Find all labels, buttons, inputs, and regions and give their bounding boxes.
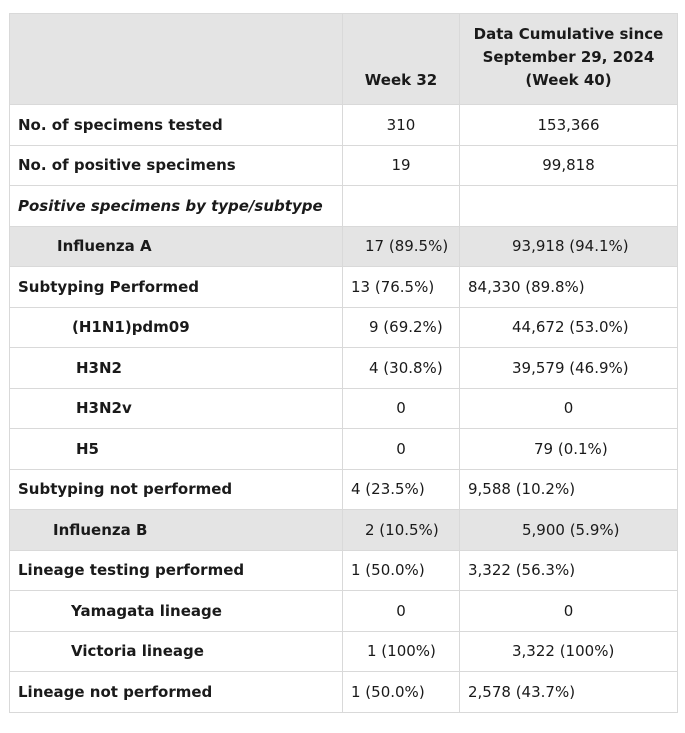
table-row [10, 550, 678, 591]
row-cumulative-value: 3,322 (56.3%) [460, 550, 678, 591]
row-label-subtyping-performed: Subtyping Performed [10, 267, 343, 308]
row-label-h3n2v: H3N2v [10, 388, 343, 429]
row-cumulative-value: 0 [460, 388, 678, 429]
table-row [10, 591, 678, 632]
row-week-value: 310 [343, 105, 460, 146]
table-row [10, 469, 678, 510]
row-week-value: 9 (69.2%) [343, 307, 460, 348]
table-row [10, 267, 678, 308]
header-cumulative-line2: September 29, 2024 [482, 48, 655, 66]
row-week-value: 1 (100%) [343, 631, 460, 672]
row-label-h5: H5 [10, 429, 343, 470]
table-row [10, 631, 678, 672]
row-label-victoria-lineage: Victoria lineage [10, 631, 343, 672]
row-label-influenza-a: Influenza A [10, 226, 343, 267]
table-row [10, 145, 678, 186]
row-cumulative-value: 153,366 [460, 105, 678, 146]
row-cumulative-value: 5,900 (5.9%) [460, 510, 678, 551]
row-label-h1n1: (H1N1)pdm09 [10, 307, 343, 348]
table-header-row [10, 14, 678, 105]
header-cumulative-line1: Data Cumulative since [473, 25, 664, 43]
table-row [10, 672, 678, 713]
table-row [10, 186, 678, 227]
table-row [10, 105, 678, 146]
table-row [10, 429, 678, 470]
row-week-value: 2 (10.5%) [343, 510, 460, 551]
table-row [10, 226, 678, 267]
table-row [10, 510, 678, 551]
row-cumulative-value: 39,579 (46.9%) [460, 348, 678, 389]
row-cumulative-value: 93,918 (94.1%) [460, 226, 678, 267]
row-label-positive-by-type: Positive specimens by type/subtype [10, 186, 343, 227]
row-label-influenza-b: Influenza B [10, 510, 343, 551]
row-cumulative-value: 79 (0.1%) [460, 429, 678, 470]
table-row [10, 307, 678, 348]
row-week-value: 0 [343, 388, 460, 429]
row-week-value: 17 (89.5%) [343, 226, 460, 267]
row-label-yamagata-lineage: Yamagata lineage [10, 591, 343, 632]
row-week-value: 0 [343, 429, 460, 470]
row-week-value: 0 [343, 591, 460, 632]
row-cumulative-value: 2,578 (43.7%) [460, 672, 678, 713]
row-label-specimens-tested: No. of specimens tested [10, 105, 343, 146]
row-week-value: 1 (50.0%) [343, 672, 460, 713]
row-label-positive-specimens: No. of positive specimens [10, 145, 343, 186]
row-week-value: 13 (76.5%) [343, 267, 460, 308]
row-week-value: 19 [343, 145, 460, 186]
header-blank-cell [10, 14, 343, 105]
row-week-value: 1 (50.0%) [343, 550, 460, 591]
row-cumulative-value [460, 186, 678, 227]
row-cumulative-value: 9,588 (10.2%) [460, 469, 678, 510]
row-week-value: 4 (30.8%) [343, 348, 460, 389]
row-label-lineage-not-performed: Lineage not performed [10, 672, 343, 713]
row-cumulative-value: 44,672 (53.0%) [460, 307, 678, 348]
row-cumulative-value: 99,818 [460, 145, 678, 186]
header-cumulative-line3: (Week 40) [525, 71, 612, 89]
row-cumulative-value: 0 [460, 591, 678, 632]
influenza-specimens-table [9, 13, 678, 713]
header-week-32: Week 32 [343, 14, 460, 105]
row-week-value: 4 (23.5%) [343, 469, 460, 510]
row-cumulative-value: 3,322 (100%) [460, 631, 678, 672]
table-row [10, 388, 678, 429]
header-cumulative [460, 14, 678, 105]
surveillance-table-container [9, 13, 678, 713]
row-week-value [343, 186, 460, 227]
table-row [10, 348, 678, 389]
row-label-subtyping-not-performed: Subtyping not performed [10, 469, 343, 510]
row-label-h3n2: H3N2 [10, 348, 343, 389]
row-label-lineage-testing-performed: Lineage testing performed [10, 550, 343, 591]
row-cumulative-value: 84,330 (89.8%) [460, 267, 678, 308]
